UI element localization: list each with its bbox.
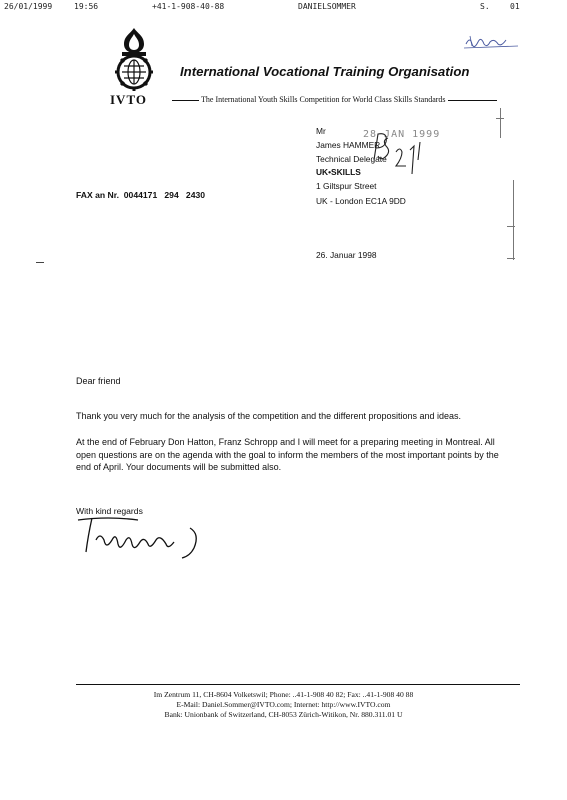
recipient-city: UK - London EC1A 9DD xyxy=(316,196,406,206)
fax-page-label: S. xyxy=(480,2,490,11)
letter-date: 26. Januar 1998 xyxy=(316,250,377,260)
recipient-role: Technical Delegate xyxy=(316,154,387,164)
fax-phone: +41-1-908-40-88 xyxy=(152,2,225,11)
fax-number-part: 294 xyxy=(164,190,179,200)
fax-page-number: 01 xyxy=(510,2,520,11)
margin-mark xyxy=(496,118,504,119)
fold-mark xyxy=(36,262,44,263)
margin-mark xyxy=(500,108,501,138)
body-paragraph-1: Thank you very much for the analysis of the competition and the different propositions and ideas. xyxy=(76,411,462,421)
handwritten-initials xyxy=(372,130,432,180)
margin-mark xyxy=(507,258,515,259)
fax-number-part: 2430 xyxy=(185,190,206,200)
recipient-salutation: Mr xyxy=(316,126,326,136)
fax-label: FAX an Nr. xyxy=(76,190,119,200)
footer-bank: Bank: Unionbank of Switzerland, CH-8053 Zürich-Witikon, Nr. 880.311.01 U xyxy=(164,710,403,719)
recipient-organisation: UK•SKILLS xyxy=(316,167,361,177)
recipient-street: 1 Giltspur Street xyxy=(316,181,377,191)
fax-number-line xyxy=(76,190,205,200)
greeting: Dear friend xyxy=(76,376,121,386)
fax-number-part: 0044171 xyxy=(123,190,158,200)
organisation-title: International Vocational Training Organisation xyxy=(180,64,470,79)
closing: With kind regards xyxy=(76,506,143,516)
fax-date: 26/01/1999 xyxy=(4,2,53,11)
margin-mark xyxy=(507,226,515,227)
recipient-name: James HAMMER xyxy=(316,140,381,150)
ivto-logo-text: IVTO xyxy=(110,92,147,107)
fax-transmission-header xyxy=(0,2,567,14)
body-paragraph-2: At the end of February Don Hatton, Franz Schropp and I will meet for a preparing meeting in Montreal. All open questions are on the agenda with the goal to inform the members of the most important points by the end of April. Your documents will be submitted also. xyxy=(76,437,499,473)
footer-address: Im Zentrum 11, CH-8604 Volketswil; Phone: ..41-1-908 40 82; Fax: ..41-1-908 40 88 xyxy=(153,690,414,699)
received-date-stamp: 28 JAN 1999 xyxy=(363,129,441,140)
footer-divider xyxy=(76,684,520,685)
organisation-subtitle: The International Youth Skills Competition for World Class Skills Standards xyxy=(201,95,446,104)
handwritten-note-scribble xyxy=(462,32,522,52)
fax-sender: DANIELSOMMER xyxy=(298,2,356,11)
handwritten-signature xyxy=(70,514,220,562)
margin-mark xyxy=(513,180,514,260)
fax-time: 19:56 xyxy=(74,2,99,11)
footer-contact: E-Mail: Daniel.Sommer@IVTO.com; Internet: http://www.IVTO.com xyxy=(176,700,391,709)
